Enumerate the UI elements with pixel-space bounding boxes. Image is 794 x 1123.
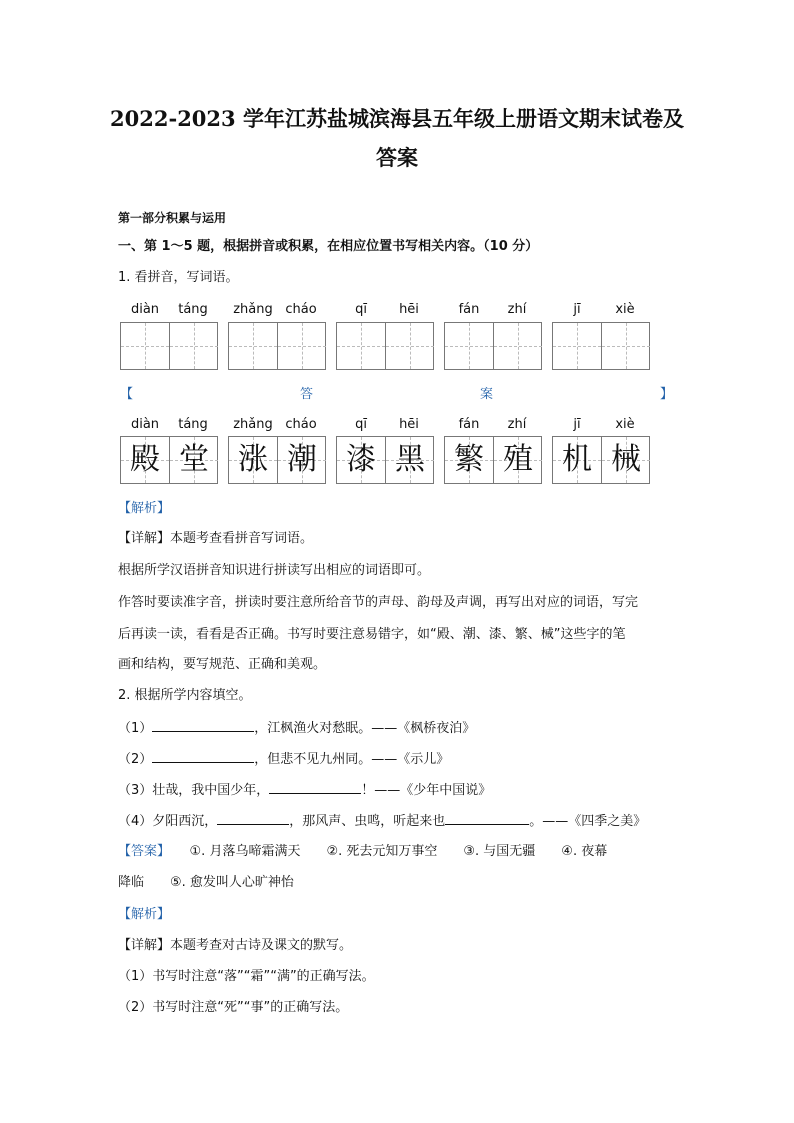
- tianzige-cell: [385, 437, 434, 483]
- tianzige-word-box: [228, 322, 326, 370]
- answer-character: 堂: [179, 442, 209, 477]
- question2-item2: [118, 749, 449, 769]
- pinyin-syllable: hēi: [399, 302, 419, 317]
- pinyin-syllable: diàn: [130, 417, 160, 432]
- pinyin-syllable: cháo: [285, 302, 317, 317]
- answer-label-char1: 答: [300, 387, 314, 402]
- fill-blank-4: [217, 811, 289, 825]
- tianzige-word-box: [444, 322, 542, 370]
- pinyin-syllable: fán: [458, 417, 480, 432]
- tianzige-cell: [121, 437, 169, 483]
- tianzige-cell: [385, 323, 434, 369]
- answer-label-char2: 案: [480, 387, 494, 402]
- part1-heading: 第一部分积累与运用: [118, 211, 227, 225]
- tianzige-cell: [553, 437, 601, 483]
- answer-character: 潮: [287, 442, 317, 477]
- item3-text: ！——《少年中国说》: [361, 783, 492, 798]
- answer-character: 黑: [395, 442, 425, 477]
- tianzige-word-box: [336, 322, 434, 370]
- tianzige-word-box: [336, 436, 434, 484]
- tianzige-word-box: [552, 322, 650, 370]
- detail-q2-line1: 【详解】本题考查对古诗及课文的默写。: [118, 938, 353, 953]
- answer-character: 殖: [503, 442, 533, 477]
- grid-guide-line: [410, 323, 411, 369]
- tianzige-cell: [445, 437, 493, 483]
- pinyin-syllable: cháo: [285, 417, 317, 432]
- pinyin-syllable: jī: [573, 417, 581, 432]
- grid-guide-line: [253, 323, 254, 369]
- tianzige-cell: [493, 323, 542, 369]
- tianzige-cell: [601, 437, 650, 483]
- analysis-label-q1: 【解析】: [118, 501, 171, 516]
- tianzige-cell: [169, 437, 218, 483]
- question1-label: 1. 看拼音，写词语。: [118, 270, 239, 285]
- pinyin-syllable: xiè: [615, 302, 635, 317]
- question2-label: 2. 根据所学内容填空。: [118, 688, 252, 703]
- pinyin-syllable: táng: [178, 302, 208, 317]
- tianzige-cell: [601, 323, 650, 369]
- tianzige-word-box: [120, 322, 218, 370]
- answer-character: 机: [562, 442, 592, 477]
- item4-text-mid: ，那风声、虫鸣，听起来也: [289, 814, 446, 829]
- answer-character: 殿: [130, 442, 160, 477]
- grid-guide-line: [194, 323, 195, 369]
- tianzige-cell: [229, 437, 277, 483]
- analysis-label-q2: 【解析】: [118, 907, 171, 922]
- grid-guide-line: [577, 323, 578, 369]
- pinyin-syllable: xiè: [615, 417, 635, 432]
- detail-q2-line2: （1）书写时注意“落”“霜”“满”的正确写法。: [118, 969, 375, 984]
- pinyin-syllable: zhǎng: [233, 302, 273, 317]
- question2-answer-line1: [118, 843, 607, 861]
- grid-guide-line: [361, 323, 362, 369]
- pinyin-syllable: zhǎng: [233, 417, 273, 432]
- item4-text-pre: （4）夕阳西沉，: [118, 814, 218, 829]
- answer-label-q2: 【答案】: [118, 844, 164, 859]
- detail-q1-line4: 后再读一读，看看是否正确。书写时要注意易错字，如“殿、潮、漆、繁、械”这些字的笔: [118, 627, 626, 642]
- item3-text-pre: （3）壮哉，我中国少年，: [118, 783, 270, 798]
- answer-character: 繁: [454, 442, 484, 477]
- item1-text: ，江枫渔火对愁眠。——《枫桥夜泊》: [254, 721, 476, 736]
- tianzige-cell: [493, 437, 542, 483]
- detail-q2-line3: （2）书写时注意“死”“事”的正确写法。: [118, 1000, 349, 1015]
- pinyin-syllable: jī: [573, 302, 581, 317]
- question2-answer-line2: 降临 ⑤. 愈发叫人心旷神怡: [118, 875, 294, 890]
- pinyin-syllable: zhí: [507, 417, 527, 432]
- pinyin-syllable: hēi: [399, 417, 419, 432]
- tianzige-word-box: [552, 436, 650, 484]
- tianzige-cell: [337, 323, 385, 369]
- tianzige-cell: [553, 323, 601, 369]
- page-title-line2: 答案: [376, 145, 418, 170]
- detail-q1-line3: 作答时要读准字音，拼读时要注意所给音节的声母、韵母及声调，再写出对应的词语，写完: [118, 595, 639, 610]
- answer-character: 械: [611, 442, 641, 477]
- fill-blank-2: [152, 749, 254, 763]
- item2-number: （2）: [118, 752, 153, 767]
- page-title-line1: 2022-2023 学年江苏盐城滨海县五年级上册语文期末试卷及: [110, 106, 684, 131]
- detail-q1-line2: 根据所学汉语拼音知识进行拼读写出相应的词语即可。: [118, 563, 431, 578]
- detail-q1-line5: 画和结构，要写规范、正确和美观。: [118, 657, 327, 672]
- grid-guide-line: [145, 323, 146, 369]
- answer-bracket-right: 】: [660, 387, 674, 402]
- fill-blank-1: [152, 718, 254, 732]
- answer-character: 漆: [346, 442, 376, 477]
- item2-text: ，但悲不见九州同。——《示儿》: [254, 752, 450, 767]
- pinyin-syllable: fán: [458, 302, 480, 317]
- pinyin-syllable: táng: [178, 417, 208, 432]
- grid-guide-line: [302, 323, 303, 369]
- pinyin-syllable: qī: [355, 417, 367, 432]
- fill-blank-3: [269, 780, 361, 794]
- detail-q1-line1: 【详解】本题考查看拼音写词语。: [118, 531, 314, 546]
- question2-item1: [118, 718, 475, 738]
- question2-item3: [118, 780, 491, 800]
- writing-grid-answer: [120, 436, 650, 486]
- answer-character: 涨: [238, 442, 268, 477]
- answer-q2-text1: ①. 月落乌啼霜满天 ②. 死去元知万事空 ③. 与国无疆 ④. 夜幕: [189, 844, 608, 859]
- section1-heading: 一、第 1～5 题，根据拼音或积累，在相应位置书写相关内容。（10 分）: [118, 239, 539, 254]
- tianzige-cell: [445, 323, 493, 369]
- question2-item4: [118, 811, 646, 831]
- writing-grid-empty: [120, 322, 650, 372]
- pinyin-syllable: diàn: [130, 302, 160, 317]
- tianzige-cell: [121, 323, 169, 369]
- tianzige-cell: [229, 323, 277, 369]
- tianzige-cell: [337, 437, 385, 483]
- item4-text: 。——《四季之美》: [529, 814, 647, 829]
- answer-bracket-left: 【: [120, 387, 134, 402]
- tianzige-cell: [277, 323, 326, 369]
- item1-number: （1）: [118, 721, 153, 736]
- fill-blank-5: [445, 811, 529, 825]
- pinyin-syllable: zhí: [507, 302, 527, 317]
- pinyin-syllable: qī: [355, 302, 367, 317]
- tianzige-word-box: [228, 436, 326, 484]
- tianzige-cell: [277, 437, 326, 483]
- tianzige-cell: [169, 323, 218, 369]
- grid-guide-line: [626, 323, 627, 369]
- grid-guide-line: [469, 323, 470, 369]
- tianzige-word-box: [444, 436, 542, 484]
- tianzige-word-box: [120, 436, 218, 484]
- grid-guide-line: [518, 323, 519, 369]
